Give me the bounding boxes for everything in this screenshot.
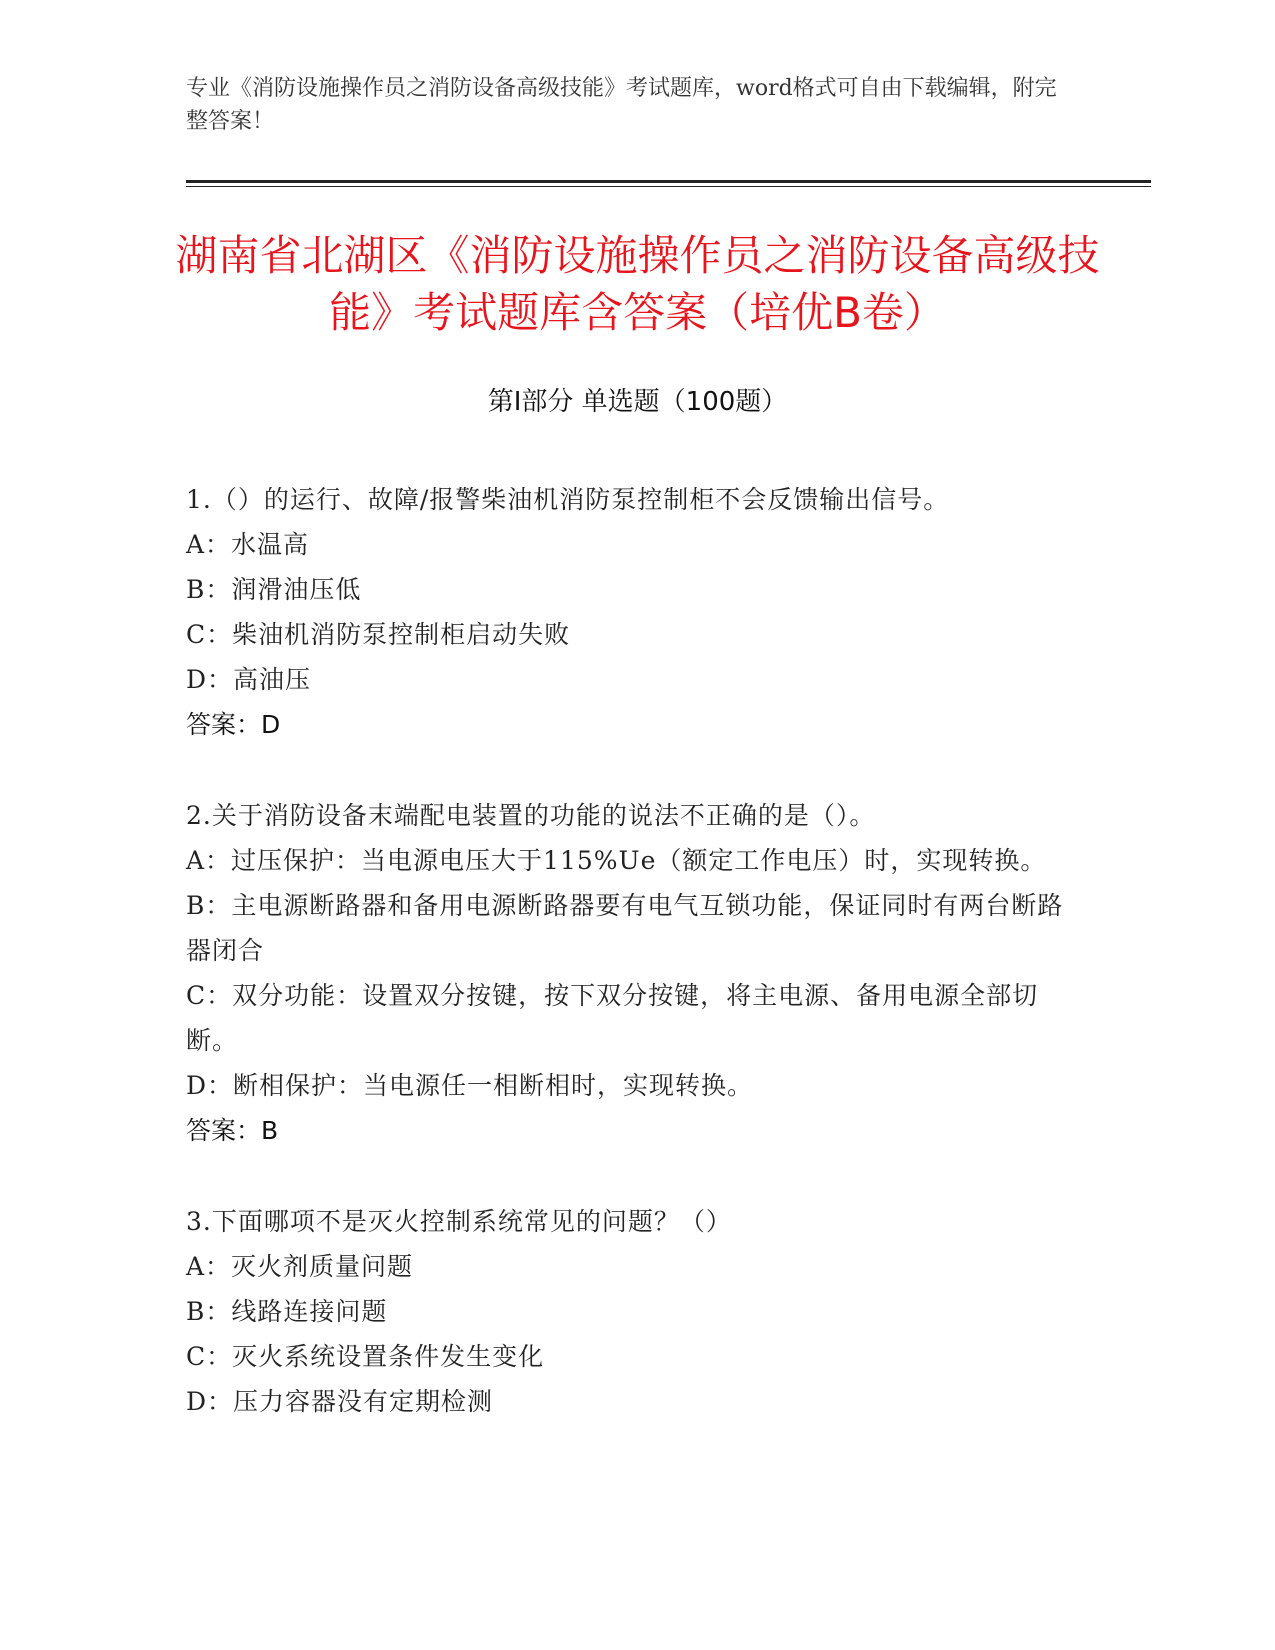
- question-stem: 1.（）的运行、故障/报警柴油机消防泵控制柜不会反馈输出信号。: [186, 485, 950, 514]
- section-heading: 第I部分 单选题（100题）: [487, 387, 788, 417]
- option-d: D：高油压: [186, 665, 312, 694]
- option-d: D：压力容器没有定期检测: [186, 1387, 494, 1416]
- question-stem: 3.下面哪项不是灭火控制系统常见的问题？（）: [186, 1207, 732, 1236]
- option-b: B：润滑油压低: [186, 575, 362, 604]
- option-a: A：水温高: [186, 530, 310, 559]
- option-b: B：主电源断路器和备用电源断路器要有电气互锁功能，保证同时有两台断路器闭合: [186, 891, 1064, 965]
- document-title: 湖南省北湖区《消防设施操作员之消防设备高级技能》考试题库含答案（培优B卷）: [175, 231, 1100, 337]
- answer: 答案：D: [186, 710, 281, 739]
- option-a: A：灭火剂质量问题: [186, 1252, 414, 1281]
- question-2: [186, 793, 1076, 1153]
- header-rule-thick: [186, 180, 1151, 183]
- option-d: D：断相保护：当电源任一相断相时，实现转换。: [186, 1071, 754, 1100]
- option-c: C：灭火系统设置条件发生变化: [186, 1342, 545, 1371]
- option-c: C：双分功能：设置双分按键，按下双分按键，将主电源、备用电源全部切断。: [186, 981, 1039, 1055]
- option-c: C：柴油机消防泵控制柜启动失败: [186, 620, 571, 649]
- question-3: [186, 1199, 1076, 1424]
- header-note: 专业《消防设施操作员之消防设备高级技能》考试题库，word格式可自由下载编辑，附完整答案！: [186, 76, 1057, 134]
- question-list: [186, 477, 1076, 1470]
- answer: 答案：B: [186, 1116, 279, 1145]
- header-rule-thin: [186, 186, 1151, 187]
- option-a: A：过压保护：当电源电压大于115%Ue（额定工作电压）时，实现转换。: [186, 846, 1047, 875]
- question-stem: 2.关于消防设备末端配电装置的功能的说法不正确的是（）。: [186, 801, 876, 830]
- question-1: [186, 477, 1076, 747]
- option-b: B：线路连接问题: [186, 1297, 388, 1326]
